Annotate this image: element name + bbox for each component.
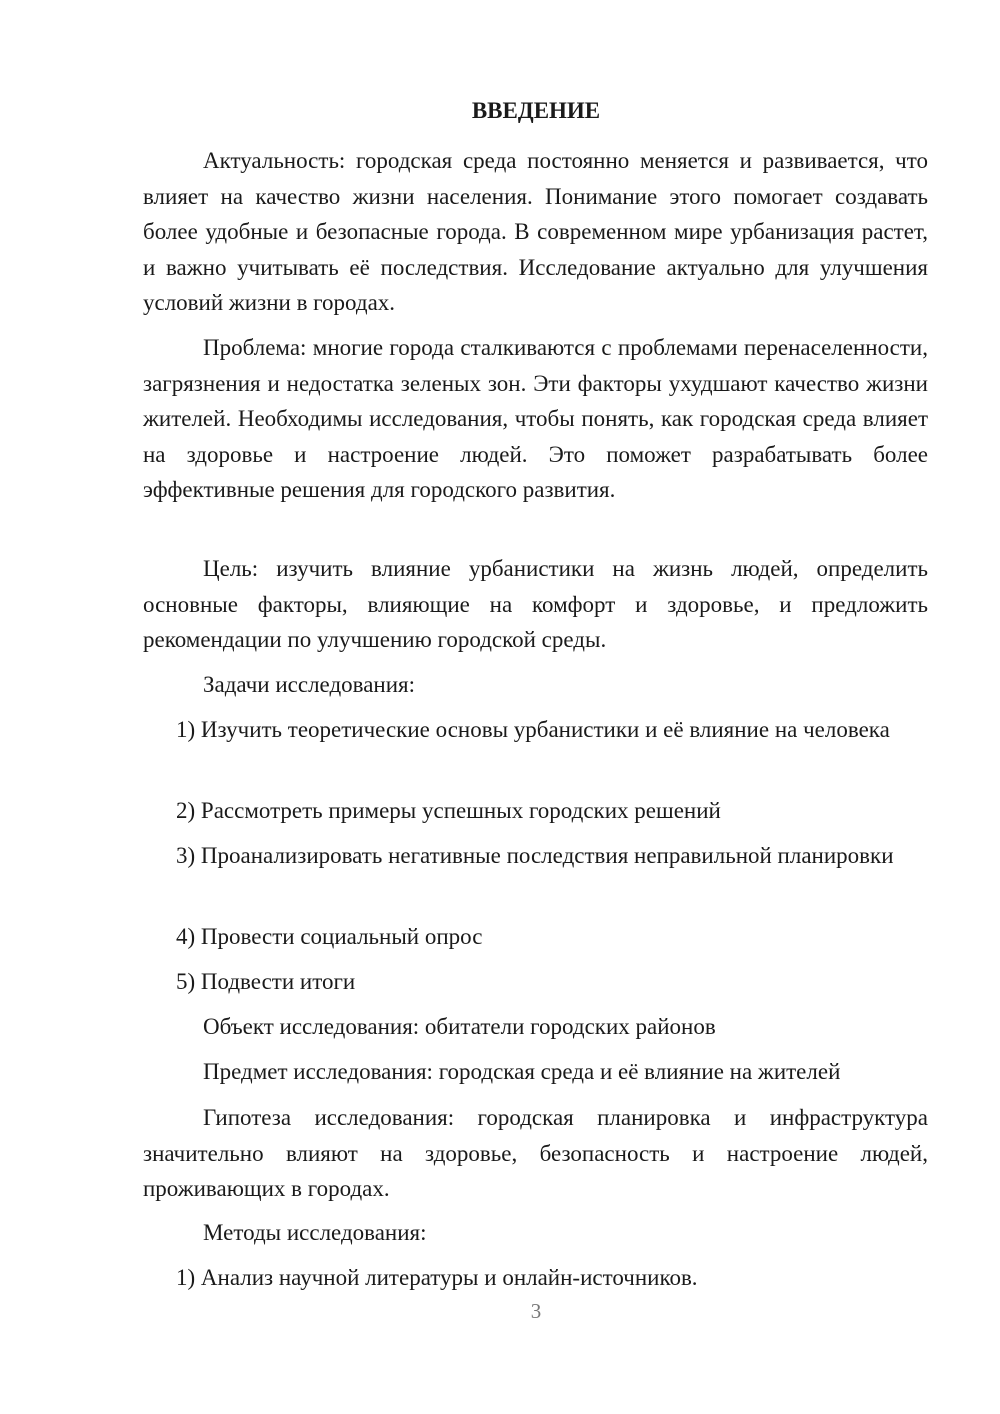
hypothesis-paragraph: Гипотеза исследования: городская планировка и инфраструктура значительно влияют на здоровье, безопасность и настроение людей, проживающих в городах. — [143, 1105, 928, 1201]
tasks-heading: Задачи исследования: — [203, 672, 416, 697]
task-item-2: 2) Рассмотреть примеры успешных городских решений — [176, 798, 721, 823]
subject-paragraph: Предмет исследования: городская среда и её влияние на жителей — [203, 1059, 841, 1084]
task-item-4: 4) Провести социальный опрос — [176, 924, 483, 949]
problem-paragraph: Проблема: многие города сталкиваются с проблемами перенаселенности, загрязнения и недостатка зеленых зон. Эти факторы ухудшают качество жизни жителей. Необходимы исследования, чтобы понять, как городская среда влияет на здоровье и настроение людей. Это поможет разрабатывать более эффективные решения для городского развития. — [143, 335, 928, 502]
task-item-1: 1) Изучить теоретические основы урбанистики и её влияние на человека — [176, 717, 890, 742]
method-item-1: 1) Анализ научной литературы и онлайн-источников. — [176, 1265, 698, 1290]
task-item-5: 5) Подвести итоги — [176, 969, 356, 994]
object-paragraph: Объект исследования: обитатели городских районов — [203, 1014, 716, 1039]
page-number: 3 — [530, 1299, 542, 1323]
task-item-3: 3) Проанализировать негативные последствия неправильной планировки — [176, 843, 894, 868]
relevance-paragraph: Актуальность: городская среда постоянно меняется и развивается, что влияет на качество жизни населения. Понимание этого помогает создавать более удобные и безопасные города. В современном мире урбанизация растет, и важно учитывать её последствия. Исследование актуально для улучшения условий жизни в городах. — [143, 148, 928, 315]
section-title: ВВЕДЕНИЕ — [471, 98, 601, 123]
goal-paragraph: Цель: изучить влияние урбанистики на жизнь людей, определить основные факторы, влияющие на комфорт и здоровье, и предложить рекомендации по улучшению городской среды. — [143, 556, 928, 652]
methods-heading: Методы исследования: — [203, 1220, 427, 1245]
